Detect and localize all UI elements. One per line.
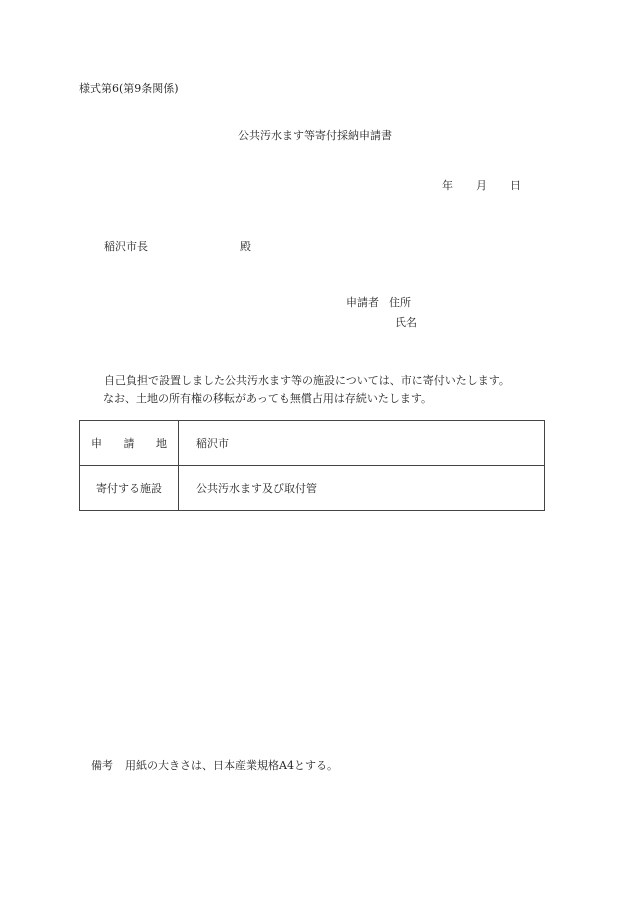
addressee-honorific: 殿 <box>240 240 251 253</box>
date-day: 日 <box>510 179 521 192</box>
date-line <box>442 180 521 191</box>
row-header-application-site <box>80 421 179 466</box>
applicant-block <box>346 297 417 337</box>
table-row-application-site <box>80 421 545 466</box>
body-paragraph-1: 自己負担で設置しました公共汚水ます等の施設については、市に寄付いたします。 <box>104 374 510 387</box>
row-header-donated-facility: 寄付する施設 <box>80 466 179 511</box>
remark <box>91 760 338 771</box>
name-label: 氏名 <box>395 316 417 329</box>
header-char: 申 <box>91 437 102 450</box>
applicant-label: 申請者 <box>346 296 379 309</box>
body-paragraph-2: なお、土地の所有権の移転があっても無償占用は存続いたします。 <box>103 392 433 405</box>
address-label: 住所 <box>389 296 411 309</box>
table-row-donated-facility <box>80 466 545 511</box>
application-site-value: 稲沢市 <box>179 421 545 466</box>
info-table <box>79 420 545 511</box>
addressee <box>104 241 251 252</box>
donated-facility-value: 公共汚水ます及び取付管 <box>179 466 545 511</box>
header-char: 請 <box>123 437 135 450</box>
addressee-name: 稲沢市長 <box>104 240 148 253</box>
remark-text: 用紙の大きさは、日本産業規格A4とする。 <box>125 759 338 772</box>
remark-label: 備考 <box>91 759 113 772</box>
document-title: 公共汚水ます等寄付採納申請書 <box>238 129 392 142</box>
date-month: 月 <box>476 179 487 192</box>
body-text <box>104 372 564 408</box>
form-number: 様式第6(第9条関係) <box>79 82 179 95</box>
header-char: 地 <box>156 437 167 450</box>
date-year: 年 <box>442 179 453 192</box>
